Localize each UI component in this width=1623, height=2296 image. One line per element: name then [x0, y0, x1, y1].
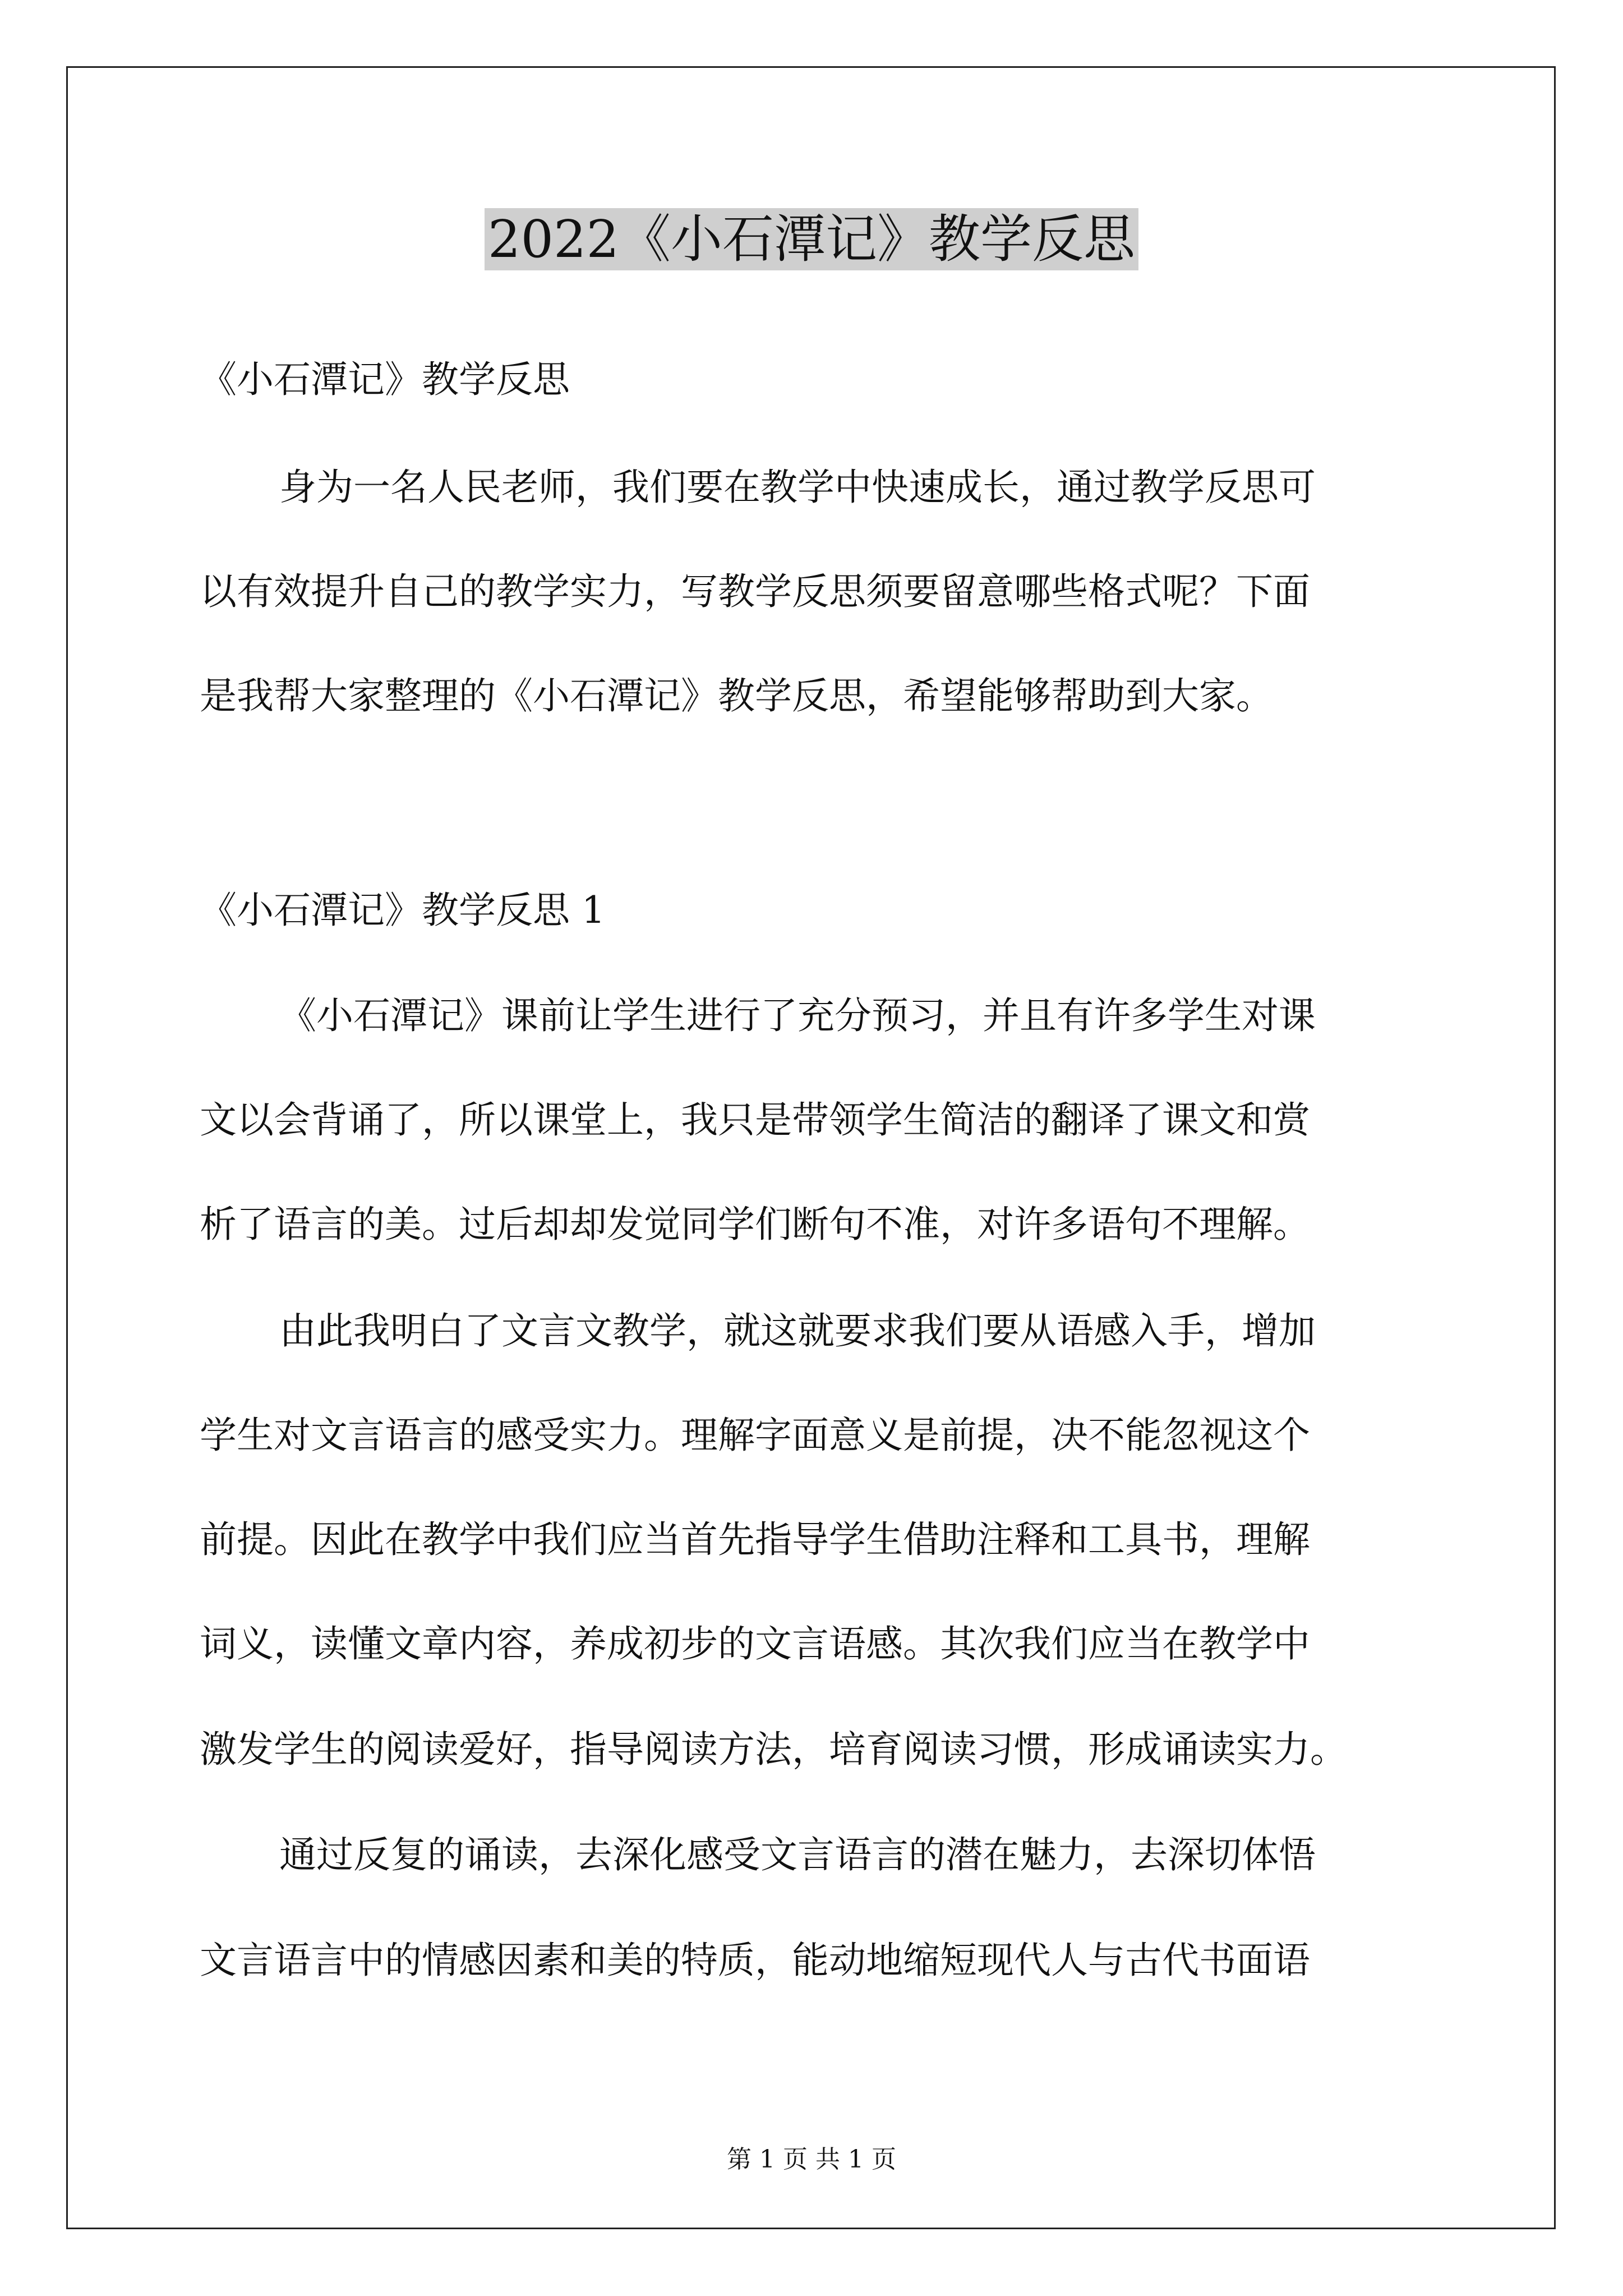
section-heading: 《小石潭记》教学反思 1 [200, 889, 605, 932]
body-line-10: 文言语言中的情感因素和美的特质，能动地缩短现代人与古代书面语 [200, 1939, 1310, 1982]
intro-line-2: 以有效提升自己的教学实力，写教学反思须要留意哪些格式呢？下面 [200, 570, 1310, 613]
body-line-5: 学生对文言语言的感受实力。理解字面意义是前提，决不能忽视这个 [200, 1414, 1310, 1457]
body-line-1: 《小石潭记》课前让学生进行了充分预习，并且有许多学生对课 [279, 994, 1316, 1037]
intro-line-3: 是我帮大家整理的《小石潭记》教学反思，希望能够帮助到大家。 [200, 674, 1273, 717]
document-title [0, 203, 1623, 276]
intro-line-1: 身为一名人民老师，我们要在教学中快速成长，通过教学反思可 [279, 466, 1316, 509]
body-line-6: 前提。因此在教学中我们应当首先指导学生借助注释和工具书，理解 [200, 1518, 1310, 1561]
body-line-9: 通过反复的诵读，去深化感受文言语言的潜在魅力，去深切体悟 [279, 1833, 1316, 1876]
body-line-3: 析了语言的美。过后却却发觉同学们断句不准，对许多语句不理解。 [200, 1203, 1310, 1246]
document-heading: 《小石潭记》教学反思 [200, 358, 570, 401]
body-line-2: 文以会背诵了，所以课堂上，我只是带领学生简洁的翻译了课文和赏 [200, 1098, 1310, 1142]
page-footer: 第 1 页 共 1 页 [727, 2145, 896, 2174]
body-line-7: 词义，读懂文章内容，养成初步的文言语感。其次我们应当在教学中 [200, 1622, 1310, 1665]
document-title-text: 2022《小石潭记》教学反思 [485, 208, 1138, 270]
body-line-8: 激发学生的阅读爱好，指导阅读方法，培育阅读习惯，形成诵读实力。 [200, 1728, 1347, 1771]
body-line-4: 由此我明白了文言文教学，就这就要求我们要从语感入手，增加 [279, 1309, 1316, 1352]
